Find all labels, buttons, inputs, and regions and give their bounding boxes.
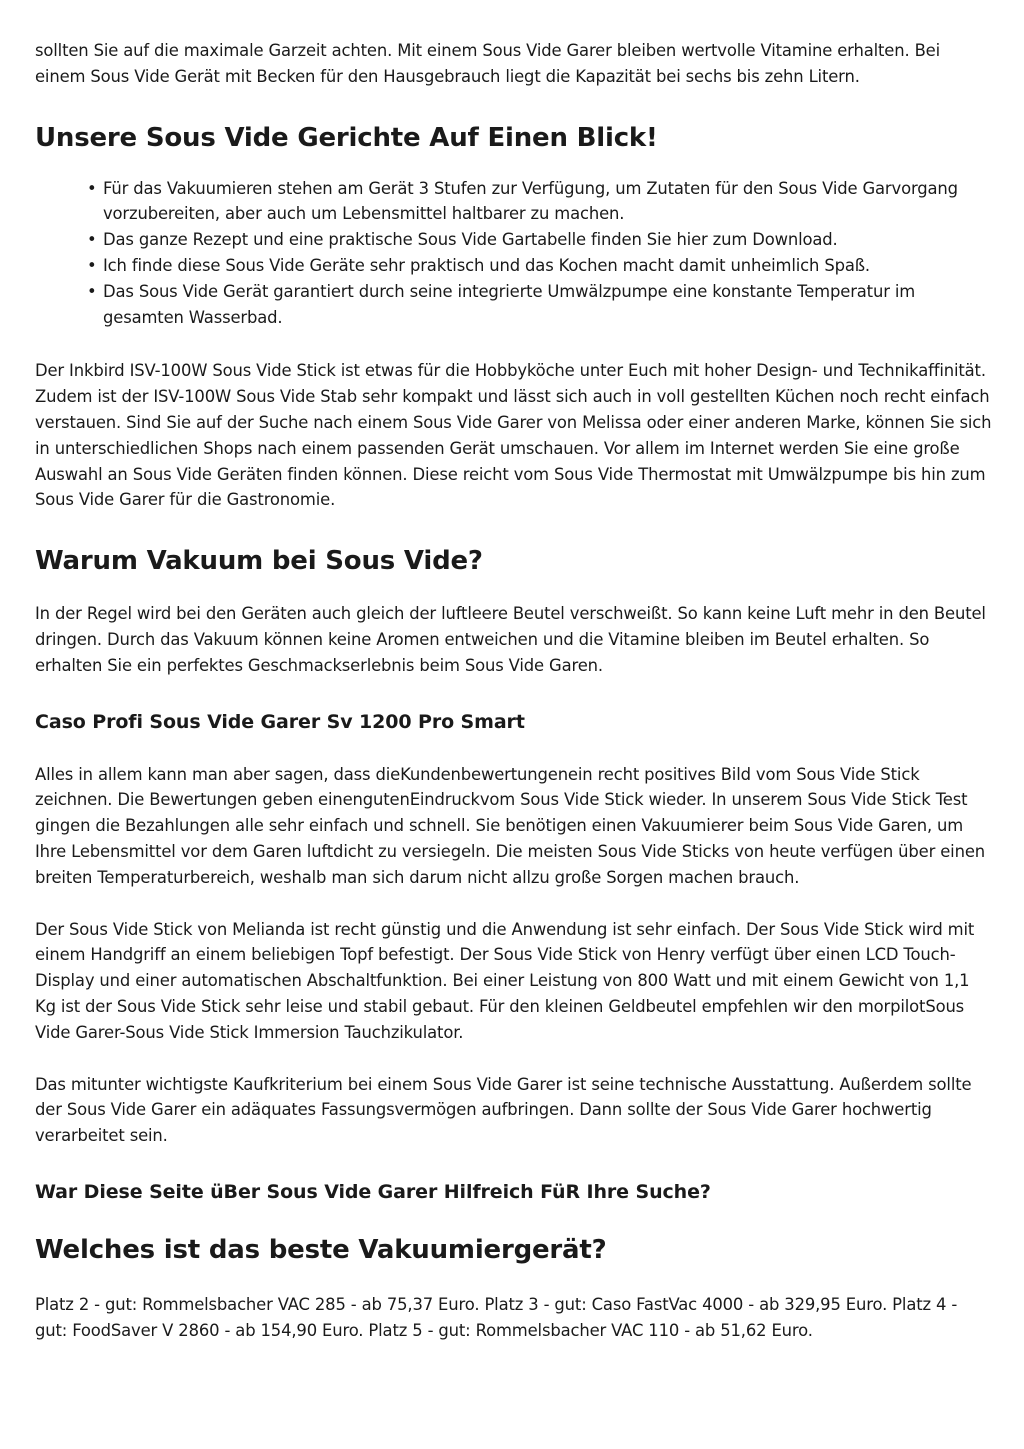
paragraph-kundenbewertungen: Alles in allem kann man aber sagen, dass dieKundenbewertungenein recht positives Bild vom Sous Vide Stick zeichnen. Die Bewertungen geben einengutenEindruckvom Sous Vide Stick wieder. In unserem Sous Vide Stick Test gingen die Bezahlungen alle sehr einfach und schnell. Sie benötigen einen Vakuumierer beim Sous Vide Garen, um Ihre Lebensmittel vor dem Garen luftdicht zu versiegeln. Die meisten Sous Vide Sticks von heute verfügen über einen breiten Temperaturbereich, weshalb man sich darum nicht allzu große Sorgen machen brauch.	[35, 764, 985, 887]
heading-beste-vakuumiergeraet: Welches ist das beste Vakuumiergerät?	[35, 1234, 607, 1265]
heading-sous-vide-gerichte: Unsere Sous Vide Gerichte Auf Einen Blick!	[35, 122, 658, 153]
list-item	[87, 176, 993, 228]
bullet-icon: •	[87, 230, 97, 250]
article-body	[35, 38, 993, 1344]
heading-warum-vakuum: Warum Vakuum bei Sous Vide?	[35, 546, 483, 577]
bullet-icon: •	[87, 281, 97, 301]
list-item-text: Ich finde diese Sous Vide Geräte sehr praktisch und das Kochen macht damit unheimlich Spaß.	[103, 255, 870, 275]
bullet-icon: •	[87, 178, 97, 198]
paragraph-melianda: Der Sous Vide Stick von Melianda ist recht günstig und die Anwendung ist sehr einfach. Der Sous Vide Stick wird mit einem Handgriff an einem beliebigen Topf befestigt. Der Sous Vide Stick von Henry verfügt über einen LCD Touch-Display und einer automatischen Abschaltfunktion. Bei einer Leistung von 800 Watt und mit einem Gewicht von 1,1 Kg ist der Sous Vide Stick sehr leise und stabil gebaut. Für den kleinen Geldbeutel empfehlen wir den morpilotSous Vide Garer-Sous Vide Stick Immersion Tauchzikulator.	[35, 919, 975, 1042]
list-item	[87, 227, 993, 253]
list-item-text: Das Sous Vide Gerät garantiert durch seine integrierte Umwälzpumpe eine konstante Temperatur im gesamten Wasserbad.	[103, 281, 916, 327]
paragraph-inkbird: Der Inkbird ISV-100W Sous Vide Stick ist etwas für die Hobbyköche unter Euch mit hoher Design- und Technikaffinität. Zudem ist der ISV-100W Sous Vide Stab sehr kompakt und lässt sich auch in voll gestellten Küchen noch recht einfach verstauen. Sind Sie auf der Suche nach einem Sous Vide Garer von Melissa oder einer anderen Marke, können Sie sich in unterschiedlichen Shops nach einem passenden Gerät umschauen. Vor allem im Internet werden Sie eine große Auswahl an Sous Vide Geräten finden können. Diese reicht vom Sous Vide Thermostat mit Umwälzpumpe bis hin zum Sous Vide Garer für die Gastronomie.	[35, 361, 992, 510]
heading-caso-profi: Caso Profi Sous Vide Garer Sv 1200 Pro Smart	[35, 710, 525, 733]
paragraph-vakuum: In der Regel wird bei den Geräten auch gleich der luftleere Beutel verschweißt. So kann keine Luft mehr in den Beutel dringen. Durch das Vakuum können keine Aromen entweichen und die Vitamine bleiben im Beutel erhalten. So erhalten Sie ein perfektes Geschmackserlebnis beim Sous Vide Garen.	[35, 604, 986, 675]
paragraph-intro: sollten Sie auf die maximale Garzeit achten. Mit einem Sous Vide Garer bleiben wertvolle Vitamine erhalten. Bei einem Sous Vide Gerät mit Becken für den Hausgebrauch liegt die Kapazität bei sechs bis zehn Litern.	[35, 41, 941, 86]
list-item	[87, 253, 993, 279]
list-item-text: Für das Vakuumieren stehen am Gerät 3 Stufen zur Verfügung, um Zutaten für den Sous Vide Garvorgang vorzubereiten, aber auch um Lebensmittel haltbarer zu machen.	[103, 178, 958, 224]
paragraph-platzierungen: Platz 2 - gut: Rommelsbacher VAC 285 - ab 75,37 Euro. Platz 3 - gut: Caso FastVac 4000 - ab 329,95 Euro. Platz 4 - gut: FoodSaver V 2860 - ab 154,90 Euro. Platz 5 - gut: Rommelsbacher VAC 110 - ab 51,62 Euro.	[35, 1294, 958, 1340]
bullet-list	[35, 176, 993, 331]
heading-hilfreich: War Diese Seite üBer Sous Vide Garer Hilfreich FüR Ihre Suche?	[35, 1180, 711, 1203]
paragraph-kaufkriterium: Das mitunter wichtigste Kaufkriterium bei einem Sous Vide Garer ist seine technische Ausstattung. Außerdem sollte der Sous Vide Garer ein adäquates Fassungsvermögen aufbringen. Dann sollte der Sous Vide Garer hochwertig verarbeitet sein.	[35, 1074, 972, 1146]
bullet-icon: •	[87, 255, 97, 275]
list-item-text: Das ganze Rezept und eine praktische Sous Vide Gartabelle finden Sie hier zum Download.	[103, 230, 838, 250]
list-item	[87, 279, 993, 331]
